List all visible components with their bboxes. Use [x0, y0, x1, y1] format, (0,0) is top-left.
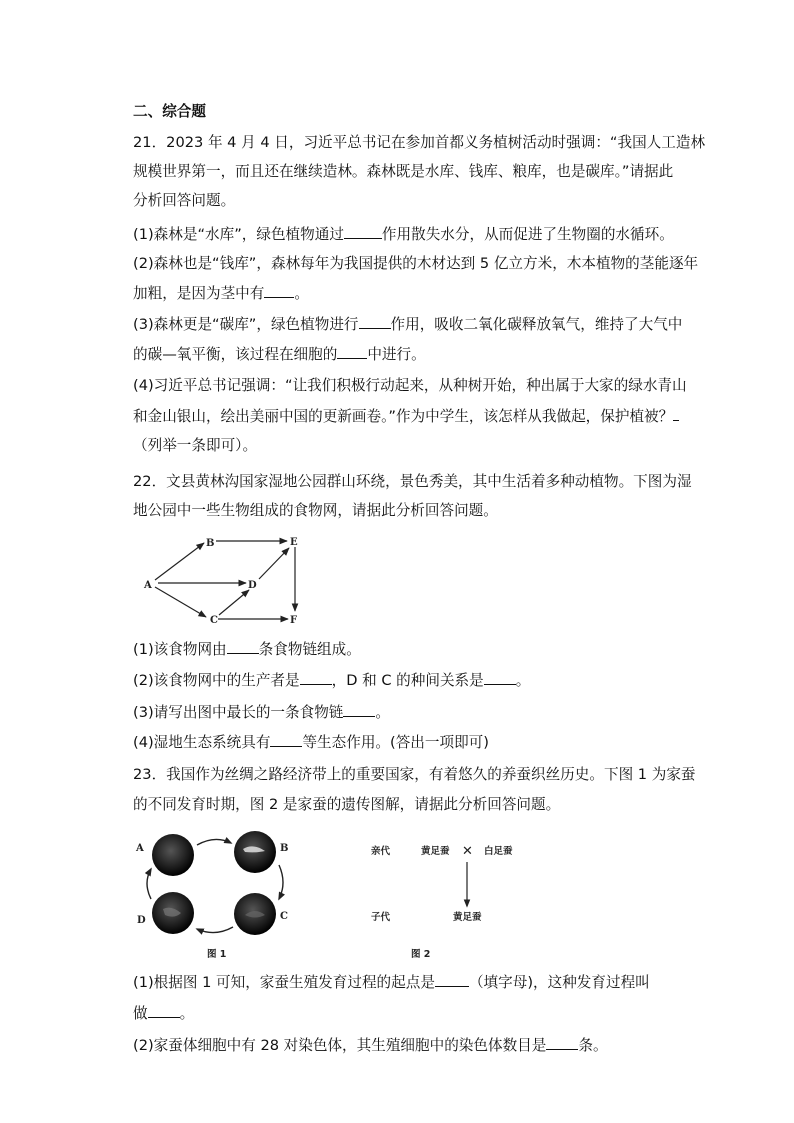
food-web-diagram	[138, 530, 318, 630]
arrow-c-d	[197, 927, 233, 933]
q21-part4-line-3: （列举一条即可）。	[133, 437, 258, 454]
q22-part2-blank-2[interactable]	[484, 670, 516, 685]
q23-part2-text-b: 条。	[578, 1037, 608, 1054]
q23-part1-line-1	[133, 972, 650, 993]
node-b: B	[206, 538, 215, 549]
node-a: A	[144, 580, 152, 591]
genetic-diagram-figure	[360, 838, 540, 960]
q22-part4-blank[interactable]	[270, 732, 302, 747]
q22-part4	[133, 732, 489, 753]
q21-part4-text-b: 和金山银山，绘出美丽中国的更新画卷。”作为中学生，该怎样从我做起，保护植被？	[133, 408, 674, 425]
arrow-d-a	[147, 869, 151, 899]
stage-label-d: D	[137, 915, 146, 926]
q22-intro-line-2: 地公园中一些生物组成的食物网，请据此分析回答问题。	[133, 502, 498, 519]
q21-part2-blank[interactable]	[264, 283, 294, 298]
q21-part3-line-2	[133, 344, 426, 365]
q21-part3-text-d: 中进行。	[367, 346, 426, 363]
q22-part1-text-b: 条食物链组成。	[258, 641, 361, 658]
q21-part4-blank[interactable]	[673, 406, 679, 421]
q22-part2-text-c: 。	[515, 672, 531, 689]
q23-part1-text-b: （填字母)，这种发育过程叫	[468, 974, 650, 991]
arrow-a-c	[155, 587, 206, 617]
q21-part2-text-c: 。	[294, 285, 309, 302]
q21-part3-blank-2[interactable]	[337, 344, 367, 359]
q21-part4-line-2	[133, 406, 679, 427]
q21-part2-text-b: 加粗，是因为茎中有	[133, 285, 265, 302]
arrow-b-c	[279, 865, 283, 899]
q21-intro-line-3: 分析回答问题。	[133, 192, 236, 209]
arrow-d-e	[259, 548, 289, 579]
q22-part1-blank[interactable]	[227, 639, 259, 654]
parent-left-phenotype: 黄足蚕	[421, 846, 450, 857]
q22-part4-text-a: (4)湿地生态系统具有	[133, 734, 271, 751]
q22-part2	[133, 670, 530, 691]
stage-a-image	[152, 834, 194, 876]
q23-intro-line-2: 的不同发育时期，图 2 是家蚕的遗传图解，请据此分析回答问题。	[133, 796, 561, 813]
q23-part1-blank-1[interactable]	[435, 972, 469, 987]
q21-part1-blank[interactable]	[344, 224, 382, 239]
q23-part1-text-a: (1)根据图 1 可知，家蚕生殖发育过程的起点是	[133, 974, 435, 991]
stage-label-c: C	[280, 911, 288, 922]
q23-part2-text-a: (2)家蚕体细胞中有 28 对染色体，其生殖细胞中的染色体数目是	[133, 1037, 547, 1054]
q21-intro-line-2: 规模世界第一，而且还在继续造林。森林既是水库、钱库、粮库，也是碳库。”请据此	[133, 163, 674, 180]
q22-part2-text-b: ，D 和 C 的种间关系是	[331, 672, 484, 689]
q21-part3-text-b: 作用，吸收二氧化碳释放氧气，维持了大气中	[390, 316, 683, 333]
q22-part3-text-a: (3)请写出图中最长的一条食物链	[133, 704, 344, 721]
q21-part1	[133, 224, 674, 245]
offspring-phenotype: 黄足蚕	[453, 912, 482, 923]
q23-part1-text-d: 。	[179, 1005, 195, 1022]
q22-part4-text-b: 等生态作用。(答出一项即可)	[302, 734, 489, 751]
q21-part3-text-c: 的碳—氧平衡，该过程在细胞的	[133, 346, 338, 363]
q22-part2-blank-1[interactable]	[300, 670, 332, 685]
q23-part2	[133, 1035, 608, 1056]
parent-right-phenotype: 白足蚕	[484, 846, 513, 857]
q21-part3-text-a: (3)森林更是“碳库”，绿色植物进行	[133, 316, 359, 333]
q21-part4-line-1: (4)习近平总书记强调：“让我们积极行动起来，从种树开始，种出属于大家的绿水青山	[133, 377, 687, 394]
q21-part2-line-1: (2)森林也是“钱库”，森林每年为我国提供的木材达到 5 亿立方米，木本植物的茎能逐年	[133, 255, 699, 272]
parent-generation-label: 亲代	[371, 846, 391, 857]
figure-2-caption: 图 2	[411, 949, 431, 960]
q21-part3-blank-1[interactable]	[359, 314, 391, 329]
figure-1-caption: 图 1	[207, 949, 227, 960]
q22-part3-text-b: 。	[375, 704, 391, 721]
q22-part3	[133, 702, 390, 723]
arrow-a-b	[197, 839, 231, 845]
q21-intro-line-1: 21．2023 年 4 月 4 日，习近平总书记在参加首都义务植树活动时强调：“我国人工造林	[133, 134, 706, 151]
stage-label-a: A	[136, 843, 144, 854]
q22-part1	[133, 639, 361, 660]
silkworm-cycle-figure	[133, 827, 303, 962]
q22-intro-line-1: 22．文县黄林沟国家湿地公园群山环绕，景色秀美，其中生活着多种动植物。下图为湿	[133, 473, 692, 490]
arrow-c-d	[219, 590, 249, 615]
stage-label-b: B	[280, 843, 289, 854]
node-c: C	[210, 615, 218, 626]
cross-symbol: ✕	[462, 844, 473, 859]
q23-part2-blank[interactable]	[546, 1035, 578, 1050]
q22-part1-text-a: (1)该食物网由	[133, 641, 227, 658]
q21-part1-text-b: 作用散失水分，从而促进了生物圈的水循环。	[381, 226, 674, 243]
q23-part1-line-2	[133, 1003, 194, 1024]
q23-part1-text-c: 做	[133, 1005, 148, 1022]
q22-part2-text-a: (2)该食物网中的生产者是	[133, 672, 300, 689]
q21-part3-line-1	[133, 314, 682, 335]
offspring-generation-label: 子代	[371, 912, 391, 923]
q22-part3-blank[interactable]	[343, 702, 375, 717]
q23-part1-blank-2[interactable]	[148, 1003, 180, 1018]
section-title: 二、综合题	[133, 103, 206, 120]
node-d: D	[248, 580, 257, 591]
q21-part2-line-2	[133, 283, 309, 304]
arrow-a-b	[155, 543, 204, 580]
q21-part1-text-a: (1)森林是“水库”，绿色植物通过	[133, 226, 344, 243]
node-f: F	[290, 615, 298, 626]
node-e: E	[290, 537, 298, 548]
q23-intro-line-1: 23．我国作为丝绸之路经济带上的重要国家，有着悠久的养蚕织丝历史。下图 1 为家蚕	[133, 766, 696, 783]
